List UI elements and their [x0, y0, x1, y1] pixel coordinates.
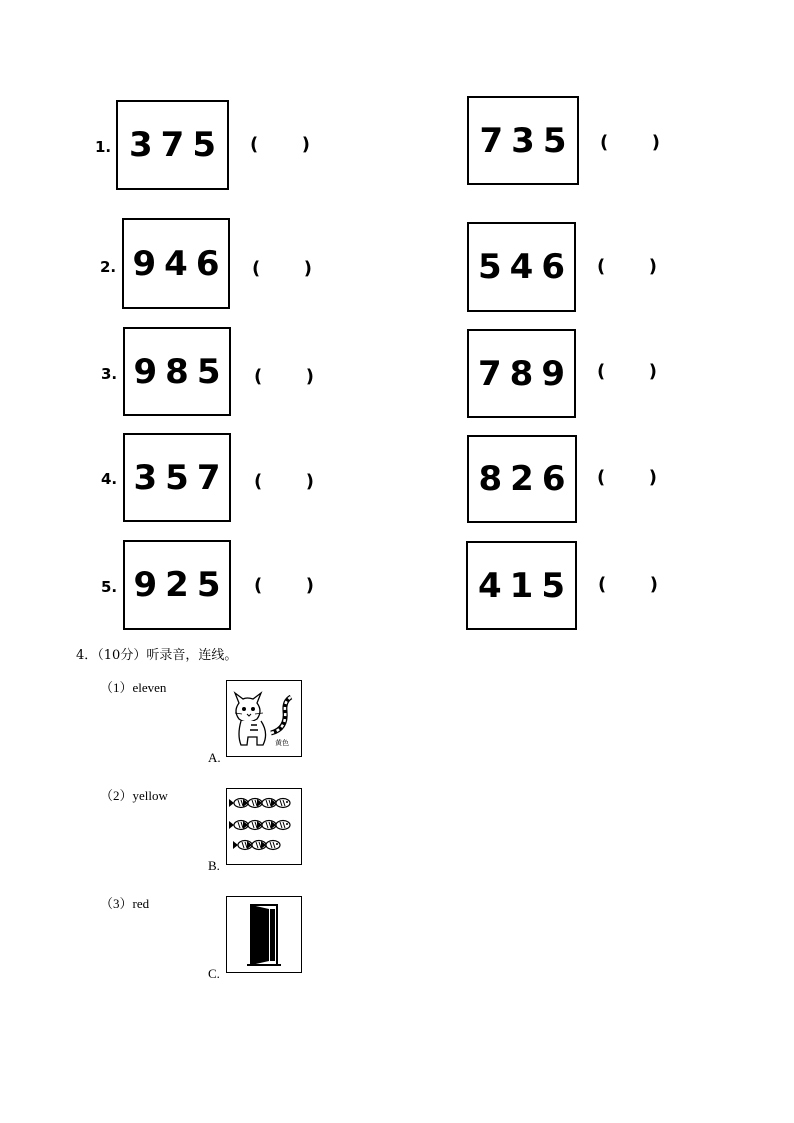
option-a-label: A. — [208, 750, 221, 765]
number-text: 789 — [478, 353, 573, 394]
number-text: 415 — [478, 565, 573, 606]
fish-icon — [227, 789, 300, 863]
question-number: 4. — [101, 470, 118, 488]
option-b-label: B. — [208, 858, 220, 873]
option-c-label: C. — [208, 966, 220, 981]
question-number: 2. — [100, 258, 117, 276]
section-title: 4．（10分）听录音，连线。 — [76, 648, 238, 663]
number-text: 546 — [478, 247, 573, 287]
question-number: 5. — [101, 578, 118, 596]
number-box — [123, 540, 231, 630]
item-eleven[interactable]: （1）eleven — [100, 680, 167, 695]
number-text: 375 — [129, 125, 224, 165]
question-number: 1. — [95, 138, 112, 156]
number-box — [116, 100, 229, 190]
number-box — [467, 435, 577, 523]
door-picture[interactable] — [226, 896, 302, 973]
number-box — [466, 541, 577, 630]
cat-icon — [227, 681, 300, 755]
number-box — [123, 433, 231, 522]
number-text: 826 — [478, 459, 574, 499]
number-text: 946 — [132, 243, 228, 284]
number-text: 925 — [133, 565, 229, 605]
number-box — [467, 222, 576, 312]
number-text: 985 — [133, 351, 229, 392]
eleven-fish-picture[interactable] — [226, 788, 302, 865]
cat-picture[interactable] — [226, 680, 302, 757]
number-box — [122, 218, 230, 309]
number-text: 735 — [479, 120, 575, 161]
number-text: 357 — [133, 457, 229, 498]
item-yellow[interactable]: （2）yellow — [100, 788, 168, 803]
item-red[interactable]: （3）red — [100, 896, 150, 911]
cat-caption: 黄色 — [275, 739, 289, 747]
number-box — [467, 96, 579, 185]
number-box — [123, 327, 231, 416]
number-box — [467, 329, 576, 418]
question-number: 3. — [101, 365, 118, 383]
door-icon — [227, 897, 300, 971]
